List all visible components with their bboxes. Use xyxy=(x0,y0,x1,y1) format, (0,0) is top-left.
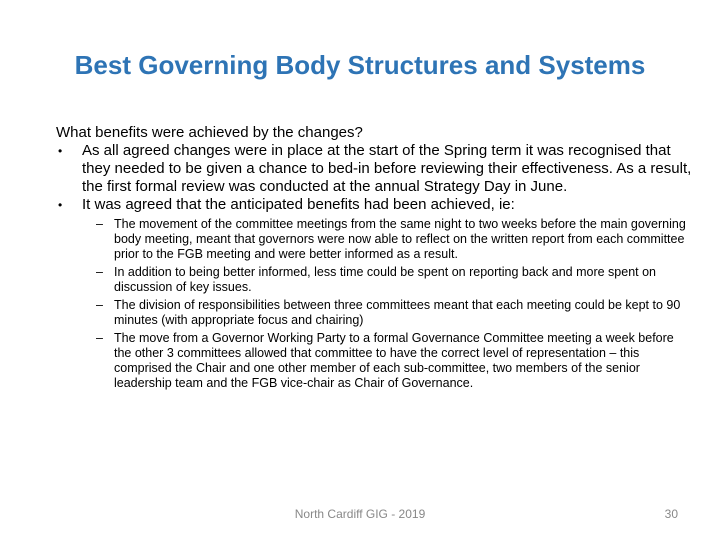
slide-title: Best Governing Body Structures and Systems xyxy=(74,50,646,80)
bullet-text: It was agreed that the anticipated benefits had been achieved, ie: xyxy=(82,196,515,213)
bullet-marker: • xyxy=(58,198,63,212)
sub-bullet-item xyxy=(96,331,686,391)
bullet-marker: • xyxy=(58,144,63,158)
sub-bullet-item xyxy=(96,265,686,295)
sub-bullet-text: The movement of the committee meetings from the same night to two weeks before the main governing body meeting, meant that governors were now able to reflect on the written report from each committee prior to the FGB meeting and were better informed as a result. xyxy=(114,217,686,261)
sub-bullet-item xyxy=(96,217,686,262)
bullet-item xyxy=(56,142,696,196)
page-number: 30 xyxy=(664,507,678,521)
sub-bullet-text: The division of responsibilities between three committees meant that each meeting could be kept to 90 minutes (with appropriate focus and chairing) xyxy=(114,298,681,327)
bullet-item xyxy=(56,196,696,214)
question-text: What benefits were achieved by the changes? xyxy=(56,124,363,141)
sub-bullet-item xyxy=(96,298,686,328)
sub-bullet-list xyxy=(96,217,686,391)
slide-footer: North Cardiff GIG - 2019 xyxy=(294,507,426,521)
sub-bullet-marker: – xyxy=(96,298,103,312)
slide-content xyxy=(56,124,696,394)
sub-bullet-text: The move from a Governor Working Party to a formal Governance Committee meeting a week before the other 3 committees allowed that committee to have the correct level of representation – this comprised the Chair and one other member of each sub-committee, two members of the senior leadership team and the FGB vice-chair as Chair of Governance. xyxy=(114,331,674,390)
bullet-text: As all agreed changes were in place at the start of the Spring term it was recognised that they needed to be given a chance to bed-in before reviewing their effectiveness. As a result, the first formal review was conducted at the annual Strategy Day in June. xyxy=(82,142,692,195)
sub-bullet-text: In addition to being better informed, less time could be spent on reporting back and more spent on discussion of key issues. xyxy=(114,265,656,294)
sub-bullet-marker: – xyxy=(96,331,103,345)
sub-bullet-marker: – xyxy=(96,217,103,231)
sub-bullet-marker: – xyxy=(96,265,103,279)
